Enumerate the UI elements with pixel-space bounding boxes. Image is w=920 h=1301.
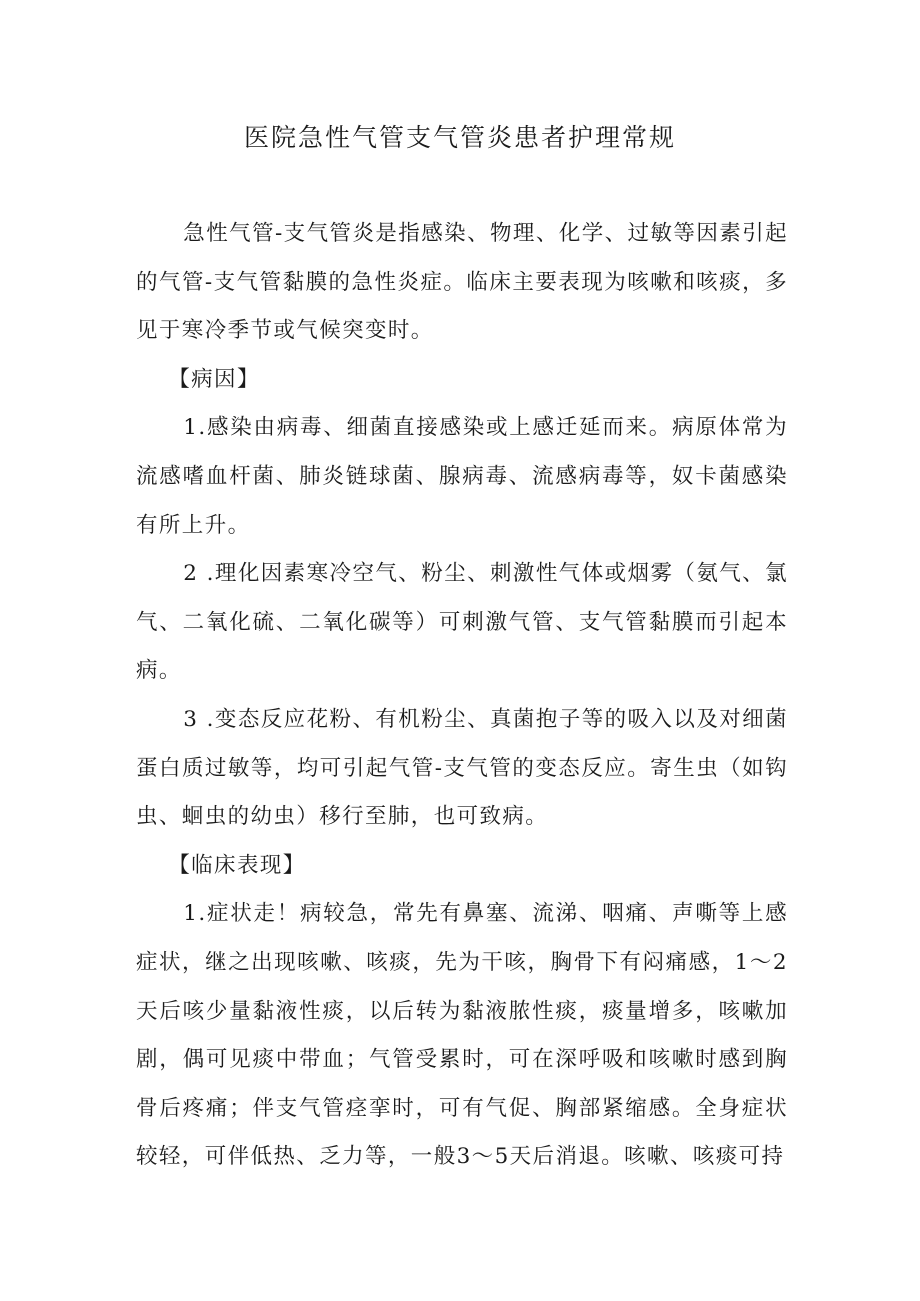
document-title: 医院急性气管支气管炎患者护理常规 (243, 123, 676, 152)
section-heading-clinical: 【临床表现】 (168, 852, 306, 878)
document-body (136, 210, 788, 1182)
section-heading-etiology: 【病因】 (168, 366, 260, 392)
etiology-item-2: 2 .理化因素寒冷空气、粉尘、刺激性气体或烟雾（氨气、氯气、二氧化硫、二氧化碳等）可刺激气管、支气管黏膜而引起本病。 (136, 561, 788, 684)
clinical-item-1: 1.症状走！病较急，常先有鼻塞、流涕、咽痛、声嘶等上感症状，继之出现咳嗽、咳痰，先为干咳，胸骨下有闷痛感，1～2天后咳少量黏液性痰，以后转为黏液脓性痰，痰量增多，咳嗽加剧，偶可见痰中带血；气管受累时，可在深呼吸和咳嗽时感到胸骨后疼痛；伴支气管痉挛时，可有气促、胸部紧缩感。全身症状较轻，可伴低热、乏力等，一般3～5天后消退。咳嗽、咳痰可持 (136, 901, 788, 1170)
etiology-item-1: 1.感染由病毒、细菌直接感染或上感迁延而来。病原体常为流感嗜血杆菌、肺炎链球菌、腺病毒、流感病毒等，奴卡菌感染有所上升。 (136, 415, 788, 538)
intro-paragraph: 急性气管-支气管炎是指感染、物理、化学、过敏等因素引起的气管-支气管黏膜的急性炎症。临床主要表现为咳嗽和咳痰，多见于寒冷季节或气候突变时。 (136, 221, 788, 344)
etiology-item-3: 3 .变态反应花粉、有机粉尘、真菌抱子等的吸入以及对细菌蛋白质过敏等，均可引起气管-支气管的变态反应。寄生虫（如钩虫、蛔虫的幼虫）移行至肺，也可致病。 (136, 706, 788, 830)
